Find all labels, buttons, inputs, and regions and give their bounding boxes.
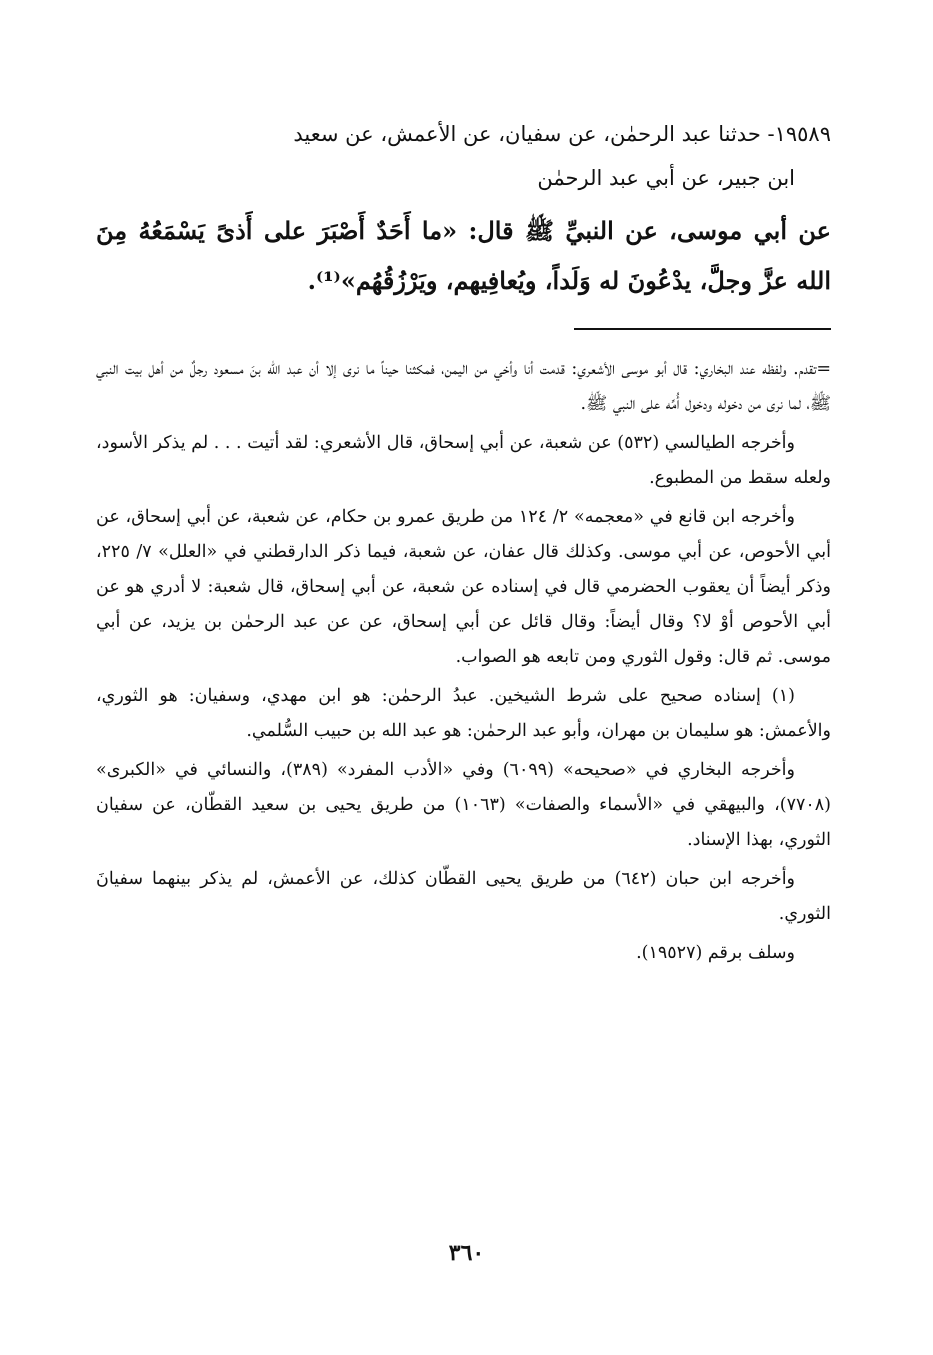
- footnote-continuation: =تقدم. ولفظه عند البخاري: قال أبو موسى الأشعري: قدمت أنا وأخي من اليمن، فمكثنا حيناً ما نرى إلا أن عبد الله بنَ مسعود رجلٌ من أهل بيت النبي ﷺ، لما نرى من دخوله ودخول أُمِّه على النبي ﷺ.: [96, 359, 831, 414]
- footnote-1: (١) إسناده صحيح على شرط الشيخين. عبدُ الرحمٰن: هو ابن مهدي، وسفيان: هو الثوري، والأعمش: هو سليمان بن مهران، وأبو عبد الرحمٰن: هو عبد الله بن حبيب السُّلمي.: [96, 686, 831, 741]
- footnotes: [96, 352, 831, 971]
- hadith-matn: عن أبي موسى، عن النبيِّ ﷺ قال: «ما أَحَدٌ أَصْبَرَ على أَذىً يَسْمَعُهُ مِنَ الله عزَّ وجلَّ، يدْعُونَ له وَلَداً، ويُعافِيهم، ويَرْزُقُهُم»⁽¹⁾.: [96, 216, 831, 295]
- footnote-paragraph: وأخرجه ابن حبان (٦٤٢) من طريق يحيى القطّان كذلك، عن الأعمش، لم يذكر بينهما سفيانَ الثوري.: [96, 869, 831, 924]
- isnad-line-1: حدثنا عبد الرحمٰن، عن سفيان، عن الأعمش، عن سعيد: [293, 122, 761, 146]
- footnote-separator-wrap: [96, 306, 831, 352]
- page-number: ٣٦٠: [448, 1240, 485, 1266]
- footnote-separator: [574, 328, 831, 330]
- footnote-paragraph: وأخرجه البخاري في «صحيحه» (٦٠٩٩) وفي «الأدب المفرد» (٣٨٩)، والنسائي في «الكبرى» (٧٧٠٨)، والبيهقي في «الأسماء والصفات» (١٠٦٣) من طريق يحيى بن سعيد القطّان، عن سفيان الثوري، بهذا الإسناد.: [96, 760, 831, 850]
- isnad-line-2: ابن جبير، عن أبي عبد الرحمٰن: [537, 166, 795, 190]
- footnote-paragraph: وأخرجه ابن قانع في «معجمه» ٢/ ١٢٤ من طريق عمرو بن حكام، عن شعبة، عن أبي إسحاق، عن أبي الأحوص، عن أبي موسى. وكذلك قال عفان، عن شعبة، فيما ذكر الدارقطني في «العلل» ٧/ ٢٢٥، وذكر أيضاً أن يعقوب الحضرمي قال في إسناده عن شعبة، عن أبي إسحاق، قال شعبة: لا أدري هو عن أبي الأحوص أوْ لا؟ وقال أيضاً: وقال قائل عن أبي إسحاق، عن عن عبد الرحمٰن بن يزيد، عن أبي موسى. ثم قال: وقول الثوري ومن تابعه هو الصواب.: [96, 507, 832, 667]
- hadith-isnad: [96, 112, 831, 200]
- hadith-number: ١٩٥٨٩-: [767, 122, 831, 146]
- footnote-paragraph: وأخرجه الطيالسي (٥٣٢) عن شعبة، عن أبي إسحاق، قال الأشعري: لقد أتيت . . . لم يذكر الأسود، ولعله سقط من المطبوع.: [96, 433, 831, 488]
- footnote-paragraph: وسلف برقم (١٩٥٢٧).: [636, 943, 795, 963]
- page-body: [96, 112, 831, 1315]
